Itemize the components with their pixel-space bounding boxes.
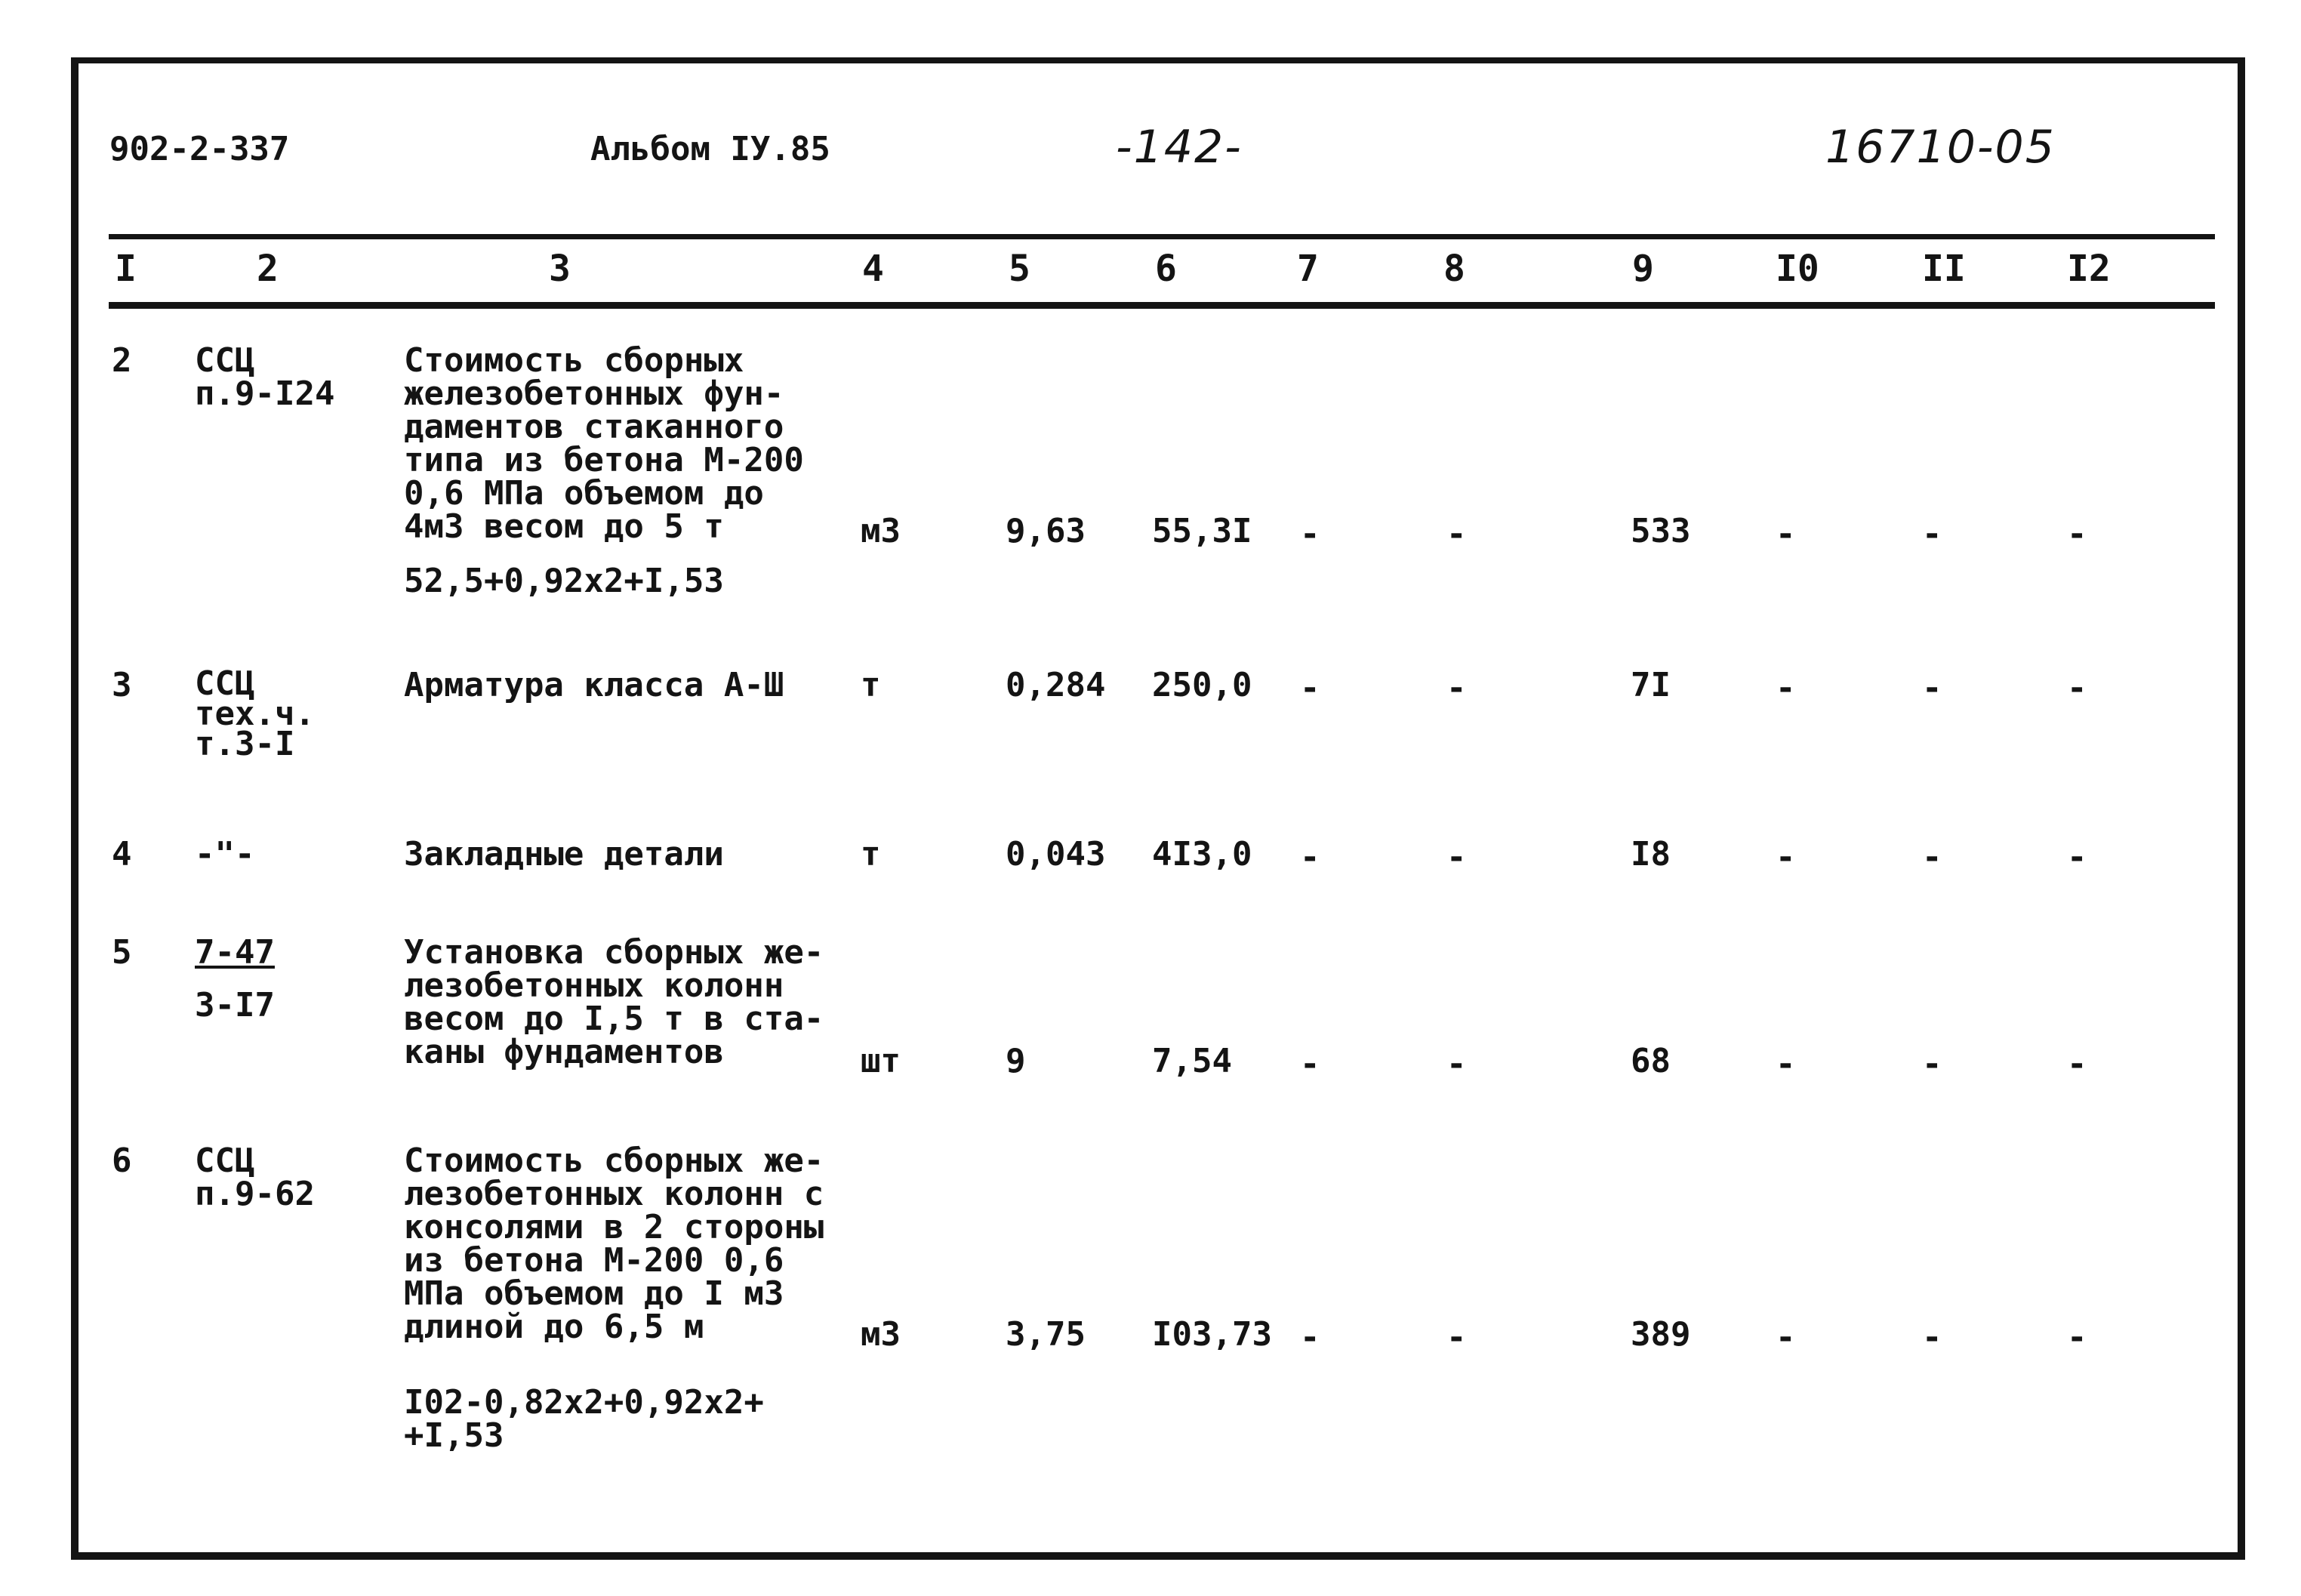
col11-value: - <box>1922 838 1942 877</box>
total: I8 <box>1631 835 1671 873</box>
reference: ССЦ п.9-62 <box>195 1142 315 1213</box>
unit-price: 7,54 <box>1152 1042 1232 1080</box>
quantity: 9,63 <box>1006 512 1086 550</box>
col10-value: - <box>1776 1045 1796 1083</box>
col12-value: - <box>2067 669 2087 707</box>
column-number: I0 <box>1776 248 1819 290</box>
description: Арматура класса А-Ш <box>404 666 784 704</box>
column-number: 3 <box>549 248 571 290</box>
row-number: 6 <box>112 1142 132 1180</box>
col12-value: - <box>2067 1045 2087 1083</box>
total: 68 <box>1631 1042 1671 1080</box>
col10-value: - <box>1776 669 1796 707</box>
description: Стоимость сборных же- лезобетонных колонн с консолями в 2 стороны из бетона М-200 0,6 МПа объемом до I м3 длиной до 6,5 м <box>404 1142 824 1346</box>
col8-value: - <box>1446 838 1467 877</box>
col8-value: - <box>1446 1045 1467 1083</box>
reference-top: 7-47 <box>195 933 275 972</box>
col12-value: - <box>2067 838 2087 877</box>
column-number: I <box>115 248 137 290</box>
quantity: 0,284 <box>1006 666 1106 704</box>
col11-value: - <box>1922 515 1942 553</box>
column-number: 2 <box>257 248 279 290</box>
col8-value: - <box>1446 515 1467 553</box>
reference-bottom: 3-I7 <box>195 986 275 1024</box>
total: 7I <box>1631 666 1671 704</box>
col10-value: - <box>1776 515 1796 553</box>
row-number: 3 <box>112 666 132 704</box>
reference: ССЦ п.9-I24 <box>195 341 335 413</box>
col7-value: - <box>1300 838 1320 877</box>
unit: м3 <box>861 1315 901 1354</box>
album-label: Альбом IУ.85 <box>590 130 830 168</box>
col7-value: - <box>1300 1045 1320 1083</box>
header-bottom-rule <box>109 302 2215 309</box>
total: 533 <box>1631 512 1691 550</box>
formula: I02-0,82x2+0,92x2+ +I,53 <box>404 1383 764 1455</box>
unit-price: I03,73 <box>1152 1315 1272 1354</box>
column-number: 5 <box>1009 248 1030 290</box>
unit-price: 250,0 <box>1152 666 1252 704</box>
col11-value: - <box>1922 669 1942 707</box>
column-number: 4 <box>862 248 884 290</box>
row-number: 2 <box>112 341 132 380</box>
total: 389 <box>1631 1315 1691 1354</box>
sheet-number: 16710-05 <box>1825 121 2056 174</box>
quantity: 0,043 <box>1006 835 1106 873</box>
col7-value: - <box>1300 515 1320 553</box>
column-number: 9 <box>1632 248 1654 290</box>
column-number: II <box>1922 248 1966 290</box>
col7-value: - <box>1300 669 1320 707</box>
description: Установка сборных же- лезобетонных колонн весом до I,5 т в ста- каны фундаментов <box>404 933 824 1071</box>
col8-value: - <box>1446 1318 1467 1357</box>
unit: шт <box>861 1042 901 1080</box>
quantity: 9 <box>1006 1042 1026 1080</box>
unit: м3 <box>861 512 901 550</box>
unit: т <box>861 666 881 704</box>
page-number: -142- <box>1116 121 1243 174</box>
unit-price: 4I3,0 <box>1152 835 1252 873</box>
doc-code: 902-2-337 <box>109 130 290 168</box>
unit: т <box>861 835 881 873</box>
column-number: 7 <box>1297 248 1319 290</box>
col7-value: - <box>1300 1318 1320 1357</box>
col10-value: - <box>1776 838 1796 877</box>
column-number: I2 <box>2067 248 2111 290</box>
reference: ССЦ тех.ч. т.3-I <box>195 664 315 763</box>
col8-value: - <box>1446 669 1467 707</box>
unit-price: 55,3I <box>1152 512 1252 550</box>
row-number: 5 <box>112 933 132 972</box>
quantity: 3,75 <box>1006 1315 1086 1354</box>
column-number: 8 <box>1443 248 1465 290</box>
header-top-rule <box>109 234 2215 239</box>
description: Стоимость сборных железобетонных фун- даментов стаканного типа из бетона М-200 0,6 МПа объемом до 4м3 весом до 5 т <box>404 341 804 546</box>
col11-value: - <box>1922 1318 1942 1357</box>
row-number: 4 <box>112 835 132 873</box>
description: Закладные детали <box>404 835 724 873</box>
column-number: 6 <box>1155 248 1177 290</box>
col11-value: - <box>1922 1045 1942 1083</box>
col12-value: - <box>2067 1318 2087 1357</box>
reference: -"- <box>195 835 255 873</box>
formula: 52,5+0,92x2+I,53 <box>404 562 724 600</box>
col12-value: - <box>2067 515 2087 553</box>
col10-value: - <box>1776 1318 1796 1357</box>
